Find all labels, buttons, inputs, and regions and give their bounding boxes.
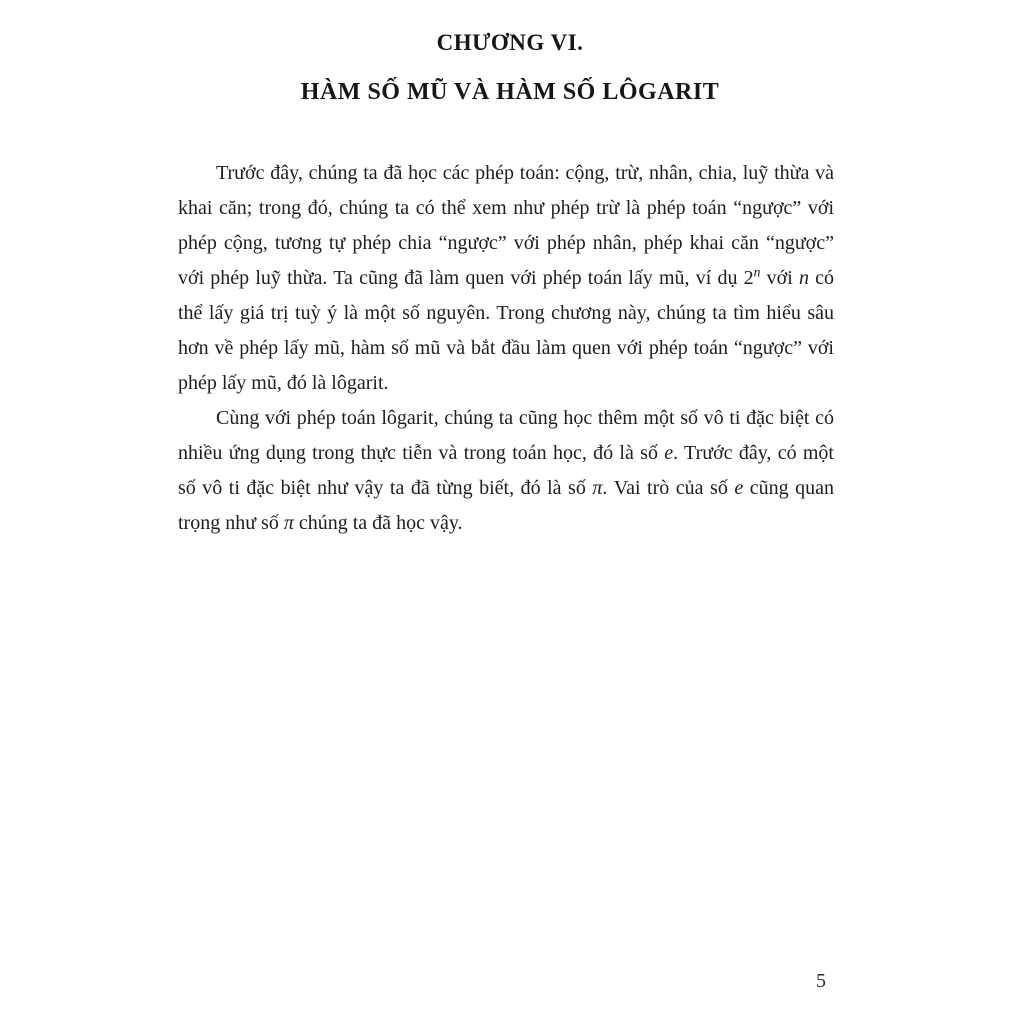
text-segment: Cùng với phép toán lôgarit, chúng ta cũng học thêm một số vô ti đặc biệt có nhiều ứng dụng trong thực tiễn và trong toán học, đó là số	[178, 407, 834, 464]
text-segment: Trước đây, chúng ta đã học các phép toán: cộng, trừ, nhân, chia, luỹ thừa và khai căn; trong đó, chúng ta có thể xem như phép trừ là phép toán “ngược” với phép cộng, tương tự phép chia “ngược” với phép nhân, phép khai căn “ngược” với phép luỹ thừa. Ta cũng đã làm quen với phép toán lấy mũ, ví dụ 2	[178, 162, 834, 289]
chapter-number-heading: CHƯƠNG VI.	[436, 30, 584, 55]
paragraph	[178, 156, 834, 401]
text-segment: . Trước đây, có một số vô ti đặc biệt như vậy ta đã từng biết, đó là số	[178, 442, 834, 499]
italic-math-text: e	[734, 477, 744, 499]
italic-math-text: π	[592, 477, 603, 499]
text-segment: cũng quan trọng như số	[178, 477, 834, 534]
paragraph	[178, 401, 834, 541]
italic-math-text: π	[283, 512, 294, 534]
italic-math-text: e	[664, 442, 674, 464]
superscript-math-text: n	[753, 264, 761, 280]
chapter-title-heading: HÀM SỐ MŨ VÀ HÀM SỐ LÔGARIT	[300, 79, 720, 105]
chapter-heading-block	[160, 28, 860, 108]
text-segment: có thể lấy giá trị tuỳ ý là một số nguyên. Trong chương này, chúng ta tìm hiểu sâu hơn về phép lấy mũ, hàm số mũ và bắt đầu làm quen với phép toán “ngược” với phép lấy mũ, đó là lôgarit.	[178, 267, 834, 394]
page-number: 5	[816, 970, 826, 992]
text-segment: chúng ta đã học vậy.	[293, 512, 463, 534]
body-text	[178, 156, 834, 541]
text-segment: . Vai trò của số	[602, 477, 735, 499]
text-segment: với	[760, 267, 799, 289]
italic-math-text: n	[798, 267, 809, 289]
